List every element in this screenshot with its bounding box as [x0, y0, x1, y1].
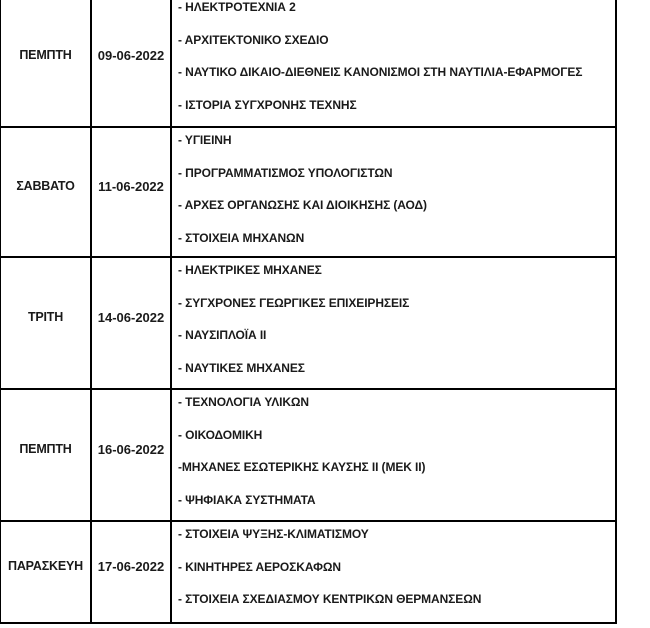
subjects-cell — [172, 258, 615, 388]
subjects-cell — [172, 390, 615, 520]
subject-item: - ΗΛΕΚΤΡΟΤΕΧΝΙΑ 2 — [178, 0, 296, 15]
subjects-cell — [172, 0, 615, 126]
date-cell — [92, 128, 172, 256]
day-cell — [1, 128, 92, 256]
subjects-list — [178, 128, 615, 254]
date-label: 11-06-2022 — [98, 178, 164, 194]
subjects-cell — [172, 128, 615, 256]
subject-item: - ΤΕΧΝΟΛΟΓΙΑ ΥΛΙΚΩΝ — [178, 395, 309, 410]
subject-item: - ΚΙΝΗΤΗΡΕΣ ΑΕΡΟΣΚΑΦΩΝ — [178, 559, 341, 574]
subject-item: -ΜΗΧΑΝΕΣ ΕΣΩΤΕΡΙΚΗΣ ΚΑΥΣΗΣ ΙΙ (ΜΕΚ ΙΙ) — [178, 460, 426, 475]
date-label: 14-06-2022 — [97, 309, 165, 325]
subjects-list — [178, 258, 615, 384]
date-label: 09-06-2022 — [97, 47, 165, 63]
table-row — [1, 390, 615, 522]
date-label: 16-06-2022 — [97, 441, 165, 457]
subject-item: - ΠΡΟΓΡΑΜΜΑΤΙΣΜΟΣ ΥΠΟΛΟΓΙΣΤΩΝ — [178, 165, 393, 180]
subject-item: - ΝΑΥΤΙΚΕΣ ΜΗΧΑΝΕΣ — [178, 360, 305, 375]
day-label: ΠΑΡΑΣΚΕΥΗ — [8, 559, 83, 573]
day-cell — [1, 0, 92, 126]
subject-item: - ΨΗΦΙΑΚΑ ΣΥΣΤΗΜΑΤΑ — [178, 492, 316, 507]
date-cell — [92, 0, 172, 126]
subject-item: - ΣΥΓΧΡΟΝΕΣ ΓΕΩΡΓΙΚΕΣ ΕΠΙΧΕΙΡΗΣΕΙΣ — [178, 295, 410, 310]
date-cell — [92, 390, 172, 520]
date-label: 17-06-2022 — [97, 558, 165, 574]
day-label: ΠΕΜΠΤΗ — [19, 48, 72, 62]
day-cell — [1, 522, 92, 622]
day-label: ΣΑΒΒΑΤΟ — [16, 179, 75, 193]
table-row — [1, 128, 615, 258]
subject-item: - ΑΡΧΕΣ ΟΡΓΑΝΩΣΗΣ ΚΑΙ ΔΙΟΙΚΗΣΗΣ (ΑΟΔ) — [178, 198, 427, 213]
subject-item: - ΝΑΥΤΙΚΟ ΔΙΚΑΙΟ-ΔΙΕΘΝΕΙΣ ΚΑΝΟΝΙΣΜΟΙ ΣΤΗ ΝΑΥΤΙΛΙΑ-ΕΦΑΡΜΟΓΕΣ — [178, 65, 583, 80]
subject-item: - ΑΡΧΙΤΕΚΤΟΝΙΚΟ ΣΧΕΔΙΟ — [178, 32, 329, 47]
subjects-cell — [172, 522, 615, 622]
subjects-list — [178, 0, 615, 121]
subject-item: - ΥΓΙΕΙΝΗ — [178, 133, 232, 148]
date-cell — [92, 522, 172, 622]
day-cell — [1, 258, 92, 388]
subjects-list — [178, 390, 615, 516]
day-cell — [1, 390, 92, 520]
subjects-list — [178, 522, 615, 616]
subject-item: - ΣΤΟΙΧΕΙΑ ΜΗΧΑΝΩΝ — [178, 230, 305, 245]
subject-item: - ΙΣΤΟΡΙΑ ΣΥΓΧΡΟΝΗΣ ΤΕΧΝΗΣ — [178, 97, 357, 112]
subject-item: - ΟΙΚΟΔΟΜΙΚΗ — [178, 427, 263, 442]
table-row — [1, 522, 615, 622]
day-label: ΤΡΙΤΗ — [27, 310, 64, 324]
subject-item: - ΣΤΟΙΧΕΙΑ ΣΧΕΔΙΑΣΜΟΥ ΚΕΝΤΡΙΚΩΝ ΘΕΡΜΑΝΣΕΩΝ — [178, 592, 482, 607]
table-row — [1, 0, 615, 128]
subject-item: - ΗΛΕΚΤΡΙΚΕΣ ΜΗΧΑΝΕΣ — [178, 263, 322, 278]
table-row — [1, 258, 615, 390]
subject-item: - ΣΤΟΙΧΕΙΑ ΨΥΞΗΣ-ΚΛΙΜΑΤΙΣΜΟΥ — [178, 527, 369, 542]
subject-item: - ΝΑΥΣΙΠΛΟΪΑ ΙΙ — [178, 328, 267, 343]
date-cell — [92, 258, 172, 388]
day-label: ΠΕΜΠΤΗ — [19, 442, 72, 456]
